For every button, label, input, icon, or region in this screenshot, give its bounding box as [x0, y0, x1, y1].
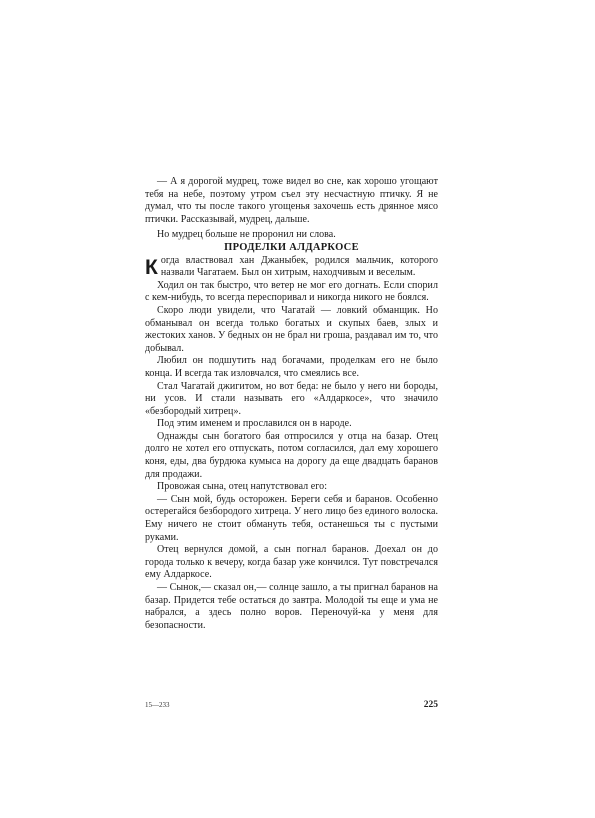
story-paragraph: Скоро люди увидели, что Чагатай — ловкий обманщик. Но обманывал он всегда только богатых и скупых баев, злых и жестоких ханов. У бедных он не брал ни гроша, раздавал им то, что добывал.: [145, 304, 438, 354]
story-paragraph: Под этим именем и прославился он в народе.: [157, 418, 352, 430]
story-title: ПРОДЕЛКИ АЛДАРКОСЕ: [224, 241, 359, 253]
first-paragraph-text: огда властвовал хан Джаныбек, родился мальчик, которого назвали Чагатаем. Был он хитрым, находчивым и веселым.: [160, 254, 438, 279]
drop-cap-letter: К: [145, 255, 158, 279]
story-paragraph: Однажды сын богатого бая отпросился у отца на базар. Отец долго не хотел его отпускать, потом согласился, дал ему хорошего коня, еды, два бурдюка кумыса на дорогу да еще двадцать баранов для продажи.: [145, 430, 438, 480]
story-first-paragraph: [145, 255, 438, 280]
story-paragraph: — Сын мой, будь осторожен. Береги себя и баранов. Особенно остерегайся безбородого хитреца. У него лицо без единого волоска. Ему ничего не стоит обмануть тебя, останешься ты с пустыми руками.: [145, 493, 438, 543]
page-number: 225: [423, 700, 438, 710]
page-footer: [145, 700, 438, 710]
printer-signature-mark: 15—233: [145, 701, 170, 709]
story-paragraph: Провожая сына, отец напутствовал его:: [157, 481, 328, 493]
paragraph-top-1: — А я дорогой мудрец, тоже видел во сне, как хорошо угощают тебя на небе, поэтому утром съел эту несчастную птичку. Я не думал, что ты после такого угощенья захочешь есть дрянное мясо птички. Рассказывай, мудрец, дальше.: [145, 176, 438, 225]
story-paragraph: Отец вернулся домой, а сын погнал баранов. Доехал он до города только к вечеру, когда базар уже кончился. Тут повстречался ему Алдаркосе.: [145, 544, 438, 581]
story-paragraph: Любил он подшутить над богачами, проделкам его не было конца. И всегда так изловчался, что смеялись все.: [145, 355, 438, 379]
story-paragraph: — Сынок,— сказал он,— солнце зашло, а ты пригнал баранов на базар. Придется тебе остаться до завтра. Молодой ты еще и ума не набрался, а здесь полно воров. Переночуй-ка у меня для безопасности.: [145, 582, 438, 631]
book-page: [145, 176, 438, 632]
story-paragraph: Стал Чагатай джигитом, но вот беда: не было у него ни бороды, ни усов. И стали называть его «Алдаркосе», что значило «безбородый хитрец».: [145, 380, 438, 417]
paragraph-top-2: Но мудрец больше не проронил ни слова.: [157, 229, 336, 241]
story-paragraph: Ходил он так быстро, что ветер не мог его догнать. Если спорил с кем-нибудь, то всегда переспоривал и никогда никого не боялся.: [145, 279, 438, 304]
